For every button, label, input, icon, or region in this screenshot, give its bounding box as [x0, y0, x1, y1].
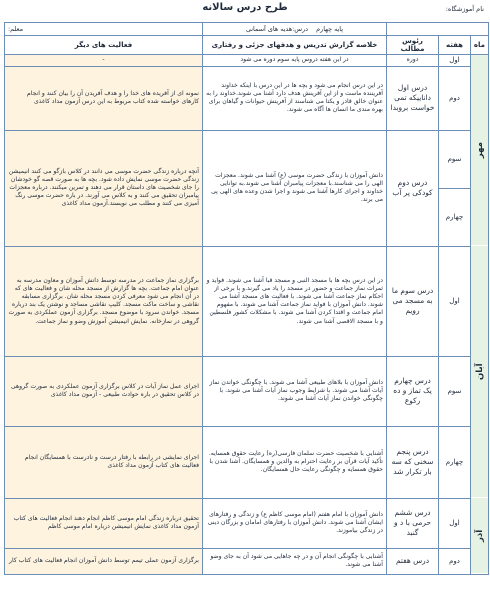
activities-cell: تحقیق درباره زندگی امام موسی کاظم انجام دهند انجام فعالیت های کتاب آزمون مداد کاغذی نمایش انیمیشن درباره امام موسی کاظم [5, 498, 203, 548]
table-row [5, 55, 489, 66]
summary-cell: در این درس انجام می شود و بچه ها در این درس با اینکه خداوند آفریننده ماست و از این آفرینش هدف دارد آشنا می شوند.خداوند را به عنوان خالق قادر و یکتا می شناسند از آفرینش حیوانات و گیاهان برای بهره مندی ما انسان ها آگاه می شوند. [203, 66, 387, 130]
column-month: ماه [471, 36, 489, 55]
week-cell: چهارم [439, 188, 471, 246]
summary-cell: در این درس بچه ها با مسجد النبی و مسجد قبا آشنا می شوند. فواید و ثمرات نماز جماعت و حضور در مسجد را یاد می گیرند.و با برخی از احکام نماز جماعت آشنا می شوند. با فعالیت های مسجد آشنا می شوند. دانش آموزان با فواید نماز جماعت آشنا می شوند. با مفهوم امام جماعت و اقتدا کردن آشنا می شوند. با مشکلات کشور فلسطین و با مسجد الاقصی آشنا می شوند. [203, 246, 387, 356]
topic-cell: درس چهارم یک تماز و ده رکوع [387, 356, 439, 426]
month-cell: آذر [471, 498, 489, 574]
summary-cell: در این هفته دروس پایه سوم دوره می شود [203, 55, 387, 66]
table-row [5, 356, 489, 426]
teacher-label: معلم: [8, 24, 24, 33]
topic-cell: درس پنجم سخنی که سه بار تکرار شد [387, 426, 439, 498]
column-activities: فعالیت های دیگر [5, 36, 203, 55]
activities-cell: برگزاری نماز جماعت در مدرسه توسط دانش آموزان و معاون مدرسه به عنوان امام جماعت. بچه ها گزارش از مسجد محله شان و فعالیت های که در آن انجام می شود معرفی کردن مسجد محله شان. برگزاری مسابقه نقاشی و ساخت ماکت مسجد. کلیپ نقاشی مساجد و نوشتن یک بند درباره مسجد. خواندن سرود با موضوع مسجد. برگزاری آزمون عملکردی به صورت گروهی در نمازخانه. نمایش انیمیشن آموزش وضو و نماز جماعت. [5, 246, 203, 356]
month-cell: مهر [471, 55, 489, 246]
week-cell: دوم [439, 66, 471, 130]
table-row [5, 66, 489, 130]
summary-cell: دانش آموزان با بلاهای طبیعی آشنا می شوند. با چگونگی خواندن نماز آیات آشنا می شوند. با شرایط وجوب نماز آیات آشنا می شوند. با چگونگی خواندن نماز آیات آشنا می شوند. [203, 356, 387, 426]
week-cell: اول [439, 246, 471, 356]
subject-row [5, 23, 489, 36]
summary-cell: دانش آموزان با زندگی حضرت موسی (ع) آشنا می شوند. معجزات الهی را می شناسند.با معجزات پیامبران آشنا می شوند.به توانایی خداوند و اجرای کارها آشنا می شوند و اجرا شدن وعده های الهی پی می برند. [203, 130, 387, 246]
column-topic: رئوس مطالب [387, 36, 439, 55]
table-row [5, 498, 489, 548]
grade-text: پایه چهارم [316, 24, 344, 33]
activities-cell: نمونه ای از آفریده های خدا را و هدف آفریدن آن را بیان کنند و انجام کارهای خواسته شده کتاب مربوط به این درس آزمون مداد کاغذی [5, 66, 203, 130]
page-header [0, 2, 490, 24]
week-cell: سوم [439, 130, 471, 188]
column-header-row [5, 36, 489, 55]
activities-cell: اجرای نمایشی در رابطه با رفتار درست و نادرست با همسایگان انجام فعالیت های کتاب آزمون مداد کاغذی [5, 426, 203, 498]
column-week: هفته [439, 36, 471, 55]
school-label: نام آموزشگاه: [445, 5, 484, 13]
topic-cell: درس اول داناییکه تمی خواست بروبدا [387, 66, 439, 130]
table-row [5, 130, 489, 188]
column-summary: خلاصه گزارش تدریس و هدفهای جزئی و رفتاری [203, 36, 387, 55]
topic-cell: درس ششم حرمی با د و گنبد [387, 498, 439, 548]
subject-text: درس:هدیه های آسمانی [245, 24, 309, 33]
lesson-plan-table [4, 22, 489, 575]
activities-cell: آنچه درباره زندگی حضرت موسی می دانند در کلاس بازگو می کنند انیمیشن زندگی حضرت موسی نمایش داده شود. بچه ها به صورت قصه گو خودشان را جای شخصیت های داستان قرار می دهند و تمرین میکنند. درباره معجزات پیامبران تحقیق می کنند و به کلاس می آورند. در باره حضرت موسی رنگ آمیزی می کنند و مطلب می نویسند.آزمون مداد کاغذی [5, 130, 203, 246]
week-cell: سوم [439, 356, 471, 426]
topic-cell: درس سوم ما به مسجد می رویم [387, 246, 439, 356]
summary-cell: آشنایی با شخصیت حضرت سلمان فارسی(ره) رعایت حقوق همسایه. تأکید آیات قرآن بر رعایت احترام به والدین و همسایگان. آشنا شدن با حقوق همسایه و چگونگی رعایت حال همسایگان. [203, 426, 387, 498]
week-cell: دوم [439, 548, 471, 574]
topic-cell: دوره [387, 55, 439, 66]
week-cell: اول [439, 498, 471, 548]
topic-cell: درس هفتم [387, 548, 439, 574]
week-cell: چهارم [439, 426, 471, 498]
summary-cell: آشنایی با چگونگی انجام آن و در چه جاهایی می شود آن به جای وضو آشنا می شوند. [203, 548, 387, 574]
teacher-cell [5, 23, 203, 36]
table-row [5, 246, 489, 356]
activities-cell: برگزاری آزمون عملی تیمم توسط دانش آموزان انجام فعالیت های کتاب کار [5, 548, 203, 574]
month-cell: آبان [471, 246, 489, 498]
summary-cell: دانش آموزان با امام هفتم (امام موسی کاظم ع) و زندگی و رفتارهای ایشان آشنا می شوند. دانش آموزان با رفتارهای امامان و بزرگان دینی در زندگی بیاموزند. [203, 498, 387, 548]
week-cell: اول [439, 55, 471, 66]
grade-subject-cell [203, 23, 387, 36]
table-row [5, 426, 489, 498]
activities-cell: - [5, 55, 203, 66]
table-row [5, 548, 489, 574]
topic-cell: درس دوم کودکی پر آب [387, 130, 439, 246]
activities-cell: اجرای عمل نماز آیات در کلاس برگزاری آزمون عملکردی به صورت گروهی در کلاس تحقیق در باره حوادث طبیعی - آزمون مداد کاغذی [5, 356, 203, 426]
page-title: طرح درس سالانه [202, 2, 288, 13]
